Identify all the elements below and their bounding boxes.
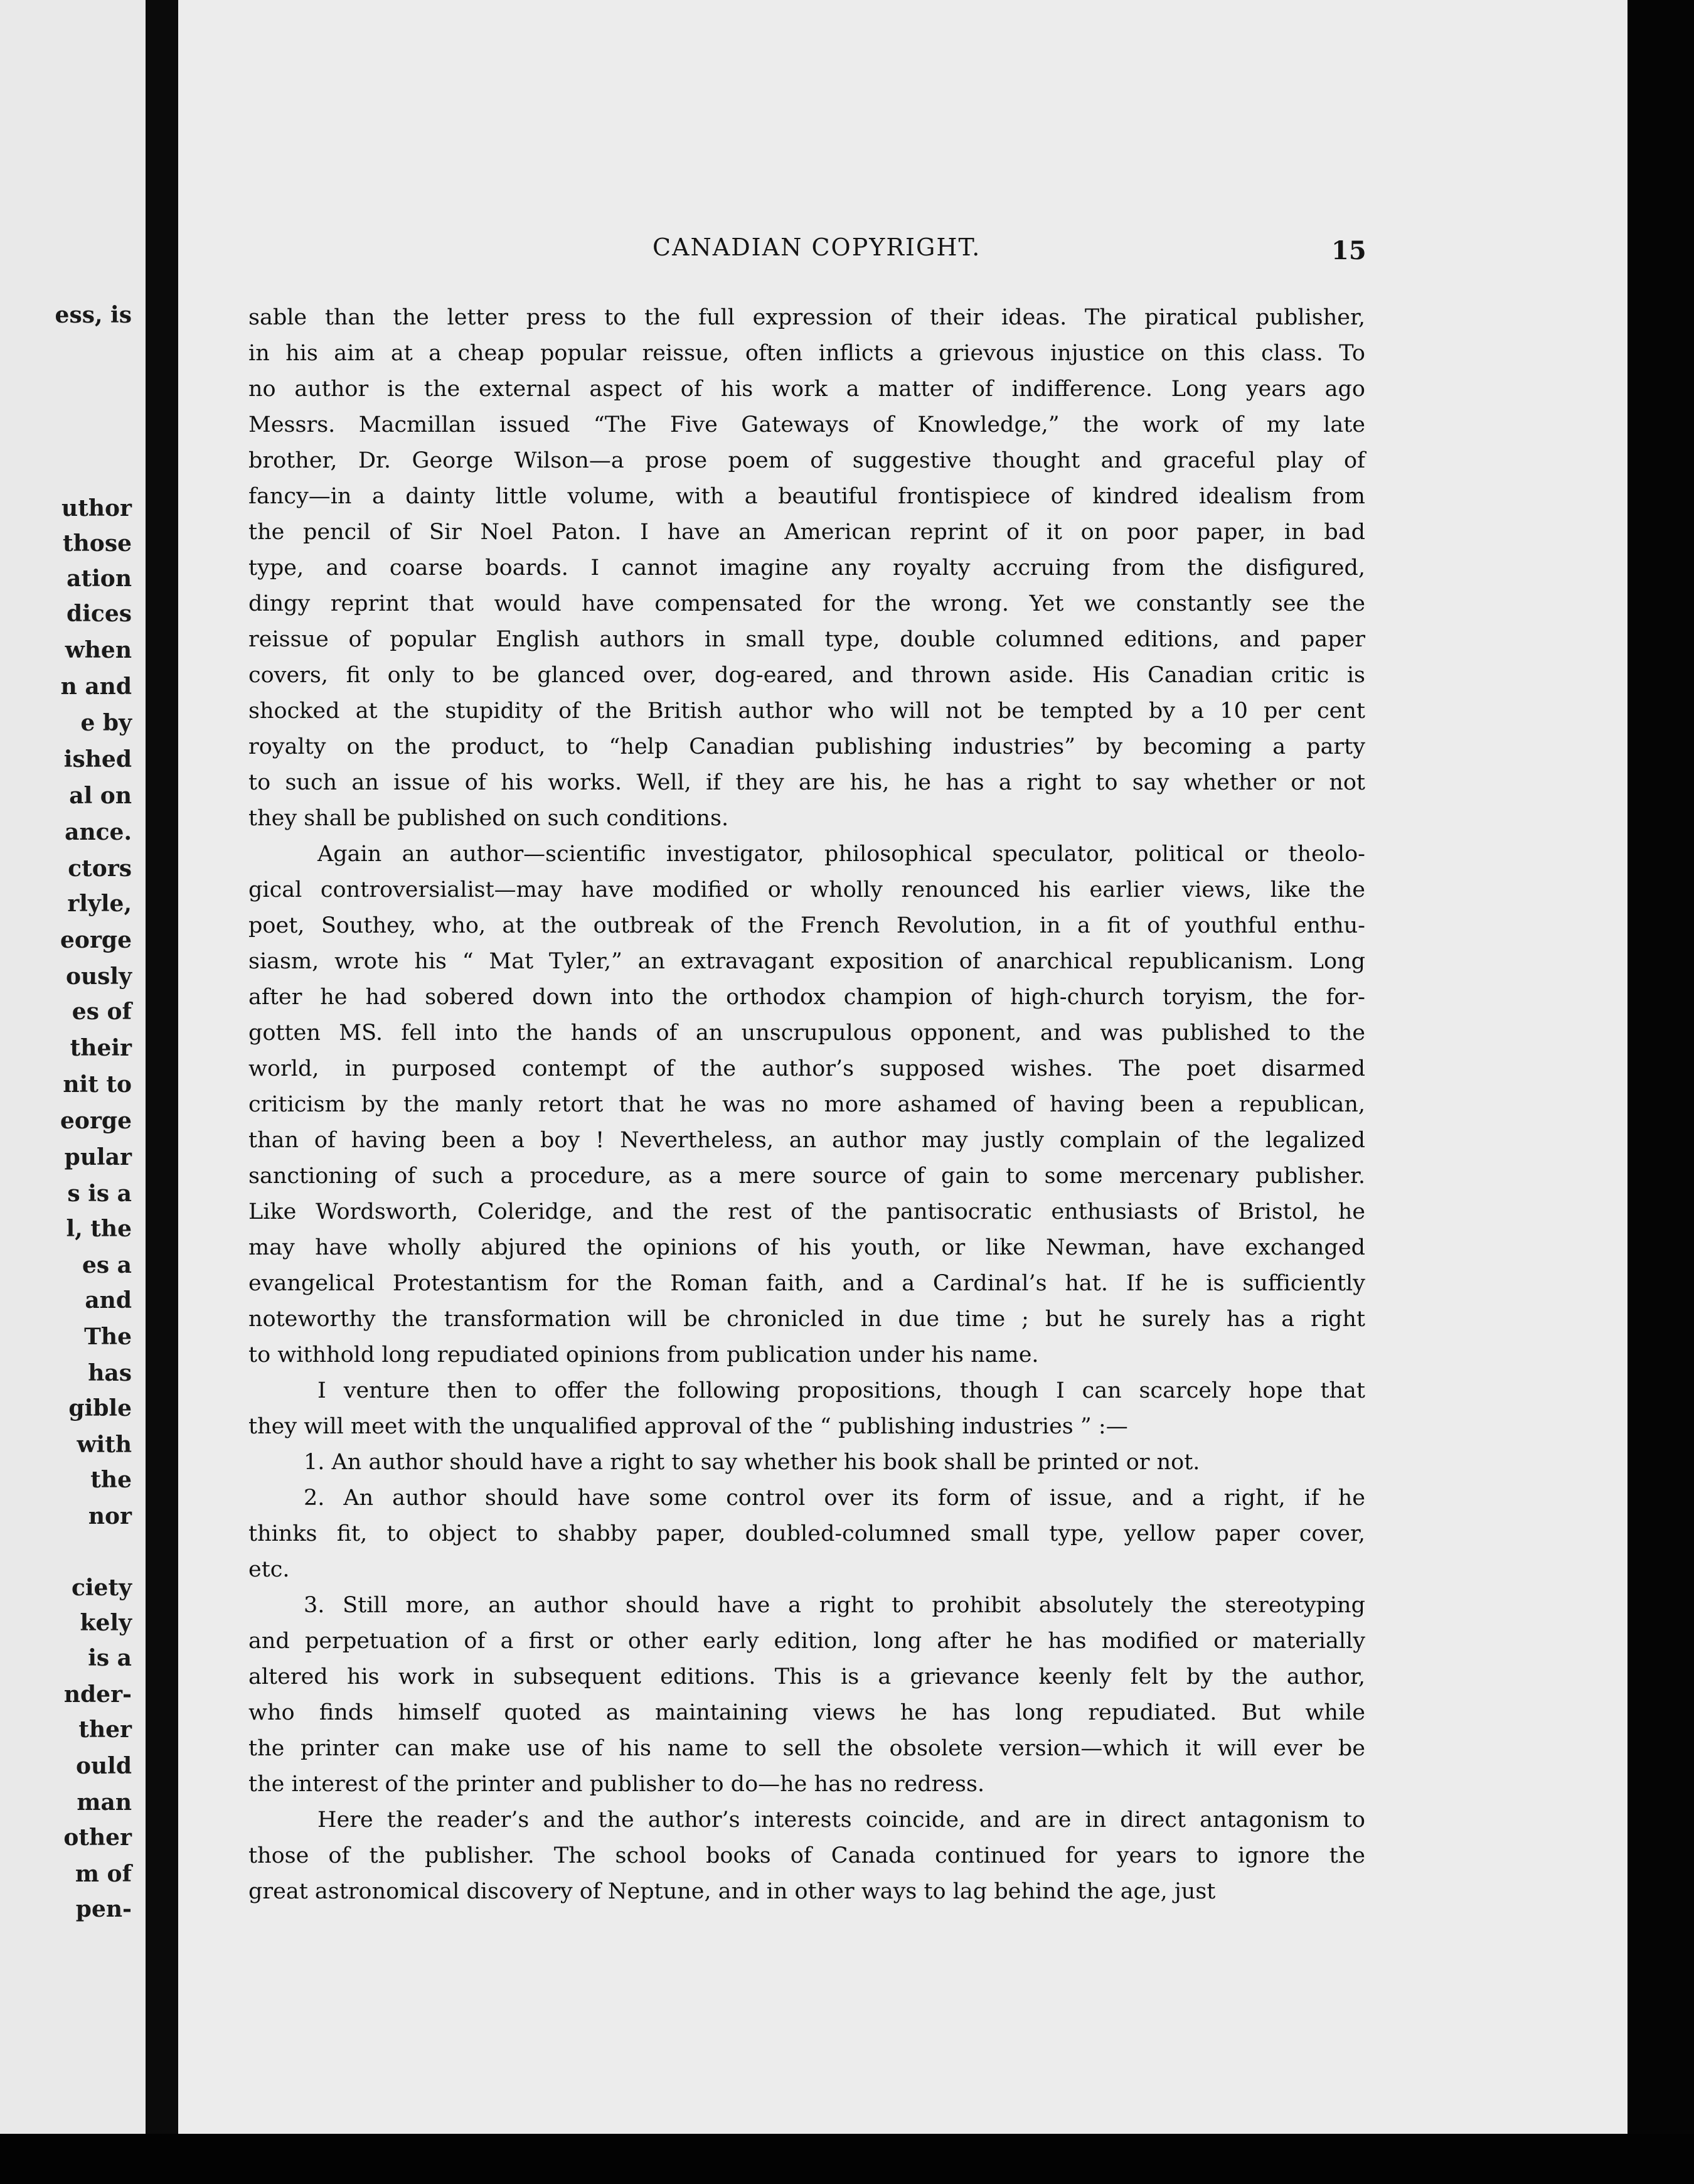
facing-page-fragment: ould <box>75 1753 132 1779</box>
facing-page-fragment: nor <box>88 1503 132 1529</box>
facing-page-fragment: and <box>85 1287 132 1314</box>
facing-page-fragment: es of <box>72 998 132 1025</box>
text-line: sanctioning of such a procedure, as a mere source of gain to some mercenary publisher. <box>248 1164 1365 1189</box>
paragraph <box>248 300 1365 837</box>
text-line: great astronomical discovery of Neptune, and in other ways to lag behind the age, just <box>248 1879 1216 1904</box>
text-line: fancy—in a dainty little volume, with a beautiful frontispiece of kindred idealism from <box>248 484 1365 509</box>
facing-page-fragment: ctors <box>68 855 132 882</box>
facing-page-fragment: rlyle, <box>67 891 132 917</box>
facing-page-fragment: other <box>63 1824 132 1851</box>
text-line: the printer can make use of his name to sell the obsolete version—which it will ever be <box>248 1736 1365 1761</box>
facing-page-fragment: ance. <box>65 819 132 845</box>
body-text <box>248 300 1365 1910</box>
text-line: gotten MS. fell into the hands of an unscrupulous opponent, and was published to the <box>248 1020 1365 1046</box>
facing-page <box>0 0 146 2184</box>
text-line: those of the publisher. The school books of Canada continued for years to ignore the <box>248 1843 1365 1868</box>
paragraph <box>248 1802 1365 1910</box>
text-line: siasm, wrote his “ Mat Tyler,” an extravagant exposition of anarchical republicanism. Long <box>248 949 1365 974</box>
text-line: the interest of the printer and publisher to do—he has no redress. <box>248 1772 985 1797</box>
text-line: 2. An author should have some control over its form of issue, and a right, if he <box>304 1485 1365 1511</box>
facing-page-fragment: those <box>63 530 132 557</box>
text-line: type, and coarse boards. I cannot imagine any royalty accruing from the disfigured, <box>248 555 1365 581</box>
facing-page-fragment: ation <box>67 565 132 592</box>
text-line: no author is the external aspect of his work a matter of indifference. Long years ago <box>248 377 1365 402</box>
text-line: evangelical Protestantism for the Roman faith, and a Cardinal’s hat. If he is sufficiently <box>248 1271 1365 1296</box>
text-line: noteworthy the transformation will be chronicled in due time ; but he surely has a right <box>248 1307 1365 1332</box>
text-line: and perpetuation of a first or other early edition, long after he has modified or materially <box>248 1629 1365 1654</box>
text-line: criticism by the manly retort that he was no more ashamed of having been a republican, <box>248 1092 1365 1117</box>
facing-page-fragment: with <box>77 1432 132 1458</box>
text-line: who finds himself quoted as maintaining views he has long repudiated. But while <box>248 1700 1365 1725</box>
facing-page-fragment: es a <box>82 1252 132 1278</box>
facing-page-fragment: eorge <box>60 1108 132 1134</box>
facing-page-fragment: ously <box>65 963 132 990</box>
text-line: world, in purposed contempt of the author’s supposed wishes. The poet disarmed <box>248 1056 1365 1081</box>
facing-page-fragment: uthor <box>61 495 132 522</box>
facing-page-fragment: has <box>88 1360 132 1386</box>
text-line: brother, Dr. George Wilson—a prose poem of suggestive thought and graceful play of <box>248 448 1365 473</box>
scan-border-right <box>1627 0 1694 2184</box>
text-line: 1. An author should have a right to say whether his book shall be printed or not. <box>304 1450 1200 1475</box>
text-line: may have wholly abjured the opinions of his youth, or like Newman, have exchanged <box>248 1235 1365 1260</box>
book-gutter <box>146 0 178 2184</box>
scan-border-bottom <box>0 2134 1694 2184</box>
facing-page-fragment: al on <box>69 783 132 809</box>
facing-page-fragment: their <box>70 1035 132 1061</box>
facing-page-fragment: pular <box>64 1144 132 1170</box>
text-line: reissue of popular English authors in small type, double columned editions, and paper <box>248 627 1365 652</box>
facing-page-fragment: when <box>65 637 132 663</box>
facing-page-fragment: l, the <box>66 1216 132 1242</box>
facing-page-fragment: man <box>77 1789 132 1816</box>
running-head: CANADIAN COPYRIGHT. <box>653 233 981 261</box>
text-line: covers, fit only to be glanced over, dog-eared, and thrown aside. His Canadian critic is <box>248 663 1365 688</box>
text-line: poet, Southey, who, at the outbreak of the French Revolution, in a fit of youthful enthu- <box>248 913 1365 938</box>
text-line: 3. Still more, an author should have a right to prohibit absolutely the stereotyping <box>304 1593 1365 1618</box>
facing-page-fragment: nder- <box>63 1681 132 1708</box>
text-line: shocked at the stupidity of the British author who will not be tempted by a 10 per cent <box>248 699 1365 724</box>
text-line: royalty on the product, to “help Canadian publishing industries” by becoming a party <box>248 734 1365 759</box>
paragraph <box>248 1373 1365 1445</box>
text-line: thinks fit, to object to shabby paper, doubled-columned small type, yellow paper cover, <box>248 1521 1365 1546</box>
text-line: than of having been a boy ! Nevertheless, an author may justly complain of the legalized <box>248 1128 1365 1153</box>
text-line: sable than the letter press to the full expression of their ideas. The piratical publisher, <box>248 305 1365 330</box>
text-line: altered his work in subsequent editions. This is a grievance keenly felt by the author, <box>248 1664 1365 1689</box>
text-line: I venture then to offer the following propositions, though I can scarcely hope that <box>317 1378 1365 1403</box>
facing-page-fragment: pen- <box>75 1896 132 1922</box>
text-line: in his aim at a cheap popular reissue, often inflicts a grievous injustice on this class. To <box>248 341 1365 366</box>
facing-page-fragment: is a <box>88 1645 132 1671</box>
facing-page-fragment: The <box>84 1324 132 1350</box>
facing-page-fragment: m of <box>75 1861 132 1887</box>
text-line: Here the reader’s and the author’s interests coincide, and are in direct antagonism to <box>317 1807 1365 1833</box>
facing-page-fragment: dices <box>67 601 132 627</box>
facing-page-fragment: eorge <box>60 927 132 953</box>
facing-page-fragment: ciety <box>71 1575 132 1601</box>
text-line: they shall be published on such conditions. <box>248 806 729 831</box>
paragraph <box>248 1480 1365 1588</box>
page-number: 15 <box>1331 236 1366 265</box>
facing-page-fragment: ished <box>63 746 132 773</box>
text-line: Messrs. Macmillan issued “The Five Gateways of Knowledge,” the work of my late <box>248 412 1365 437</box>
text-line: gical controversialist—may have modified or wholly renounced his earlier views, like the <box>248 877 1365 902</box>
facing-page-fragment: the <box>90 1467 132 1493</box>
paragraph <box>248 837 1365 1373</box>
text-line: after he had sobered down into the orthodox champion of high-church toryism, the for- <box>248 985 1365 1010</box>
facing-page-fragment: n and <box>60 673 132 700</box>
text-line: to such an issue of his works. Well, if they are his, he has a right to say whether or not <box>248 770 1365 795</box>
text-line: Again an author—scientific investigator, philosophical speculator, political or theolo- <box>317 842 1365 867</box>
paragraph <box>248 1445 1365 1480</box>
text-line: Like Wordsworth, Coleridge, and the rest of the pantisocratic enthusiasts of Bristol, he <box>248 1199 1365 1224</box>
facing-page-fragment: kely <box>80 1610 132 1636</box>
facing-page-fragment: ess, is <box>55 302 132 328</box>
text-line: etc. <box>248 1557 290 1582</box>
facing-page-fragment: nit to <box>63 1071 132 1098</box>
facing-page-fragment: e by <box>80 710 132 736</box>
text-line: dingy reprint that would have compensated for the wrong. Yet we constantly see the <box>248 591 1365 616</box>
facing-page-fragment: gible <box>68 1395 132 1421</box>
paragraph <box>248 1588 1365 1802</box>
text-line: to withhold long repudiated opinions from publication under his name. <box>248 1342 1039 1368</box>
text-line: the pencil of Sir Noel Paton. I have an American reprint of it on poor paper, in bad <box>248 520 1365 545</box>
facing-page-fragment: s is a <box>67 1180 132 1207</box>
facing-page-fragment: ther <box>78 1716 132 1743</box>
text-line: they will meet with the unqualified approval of the “ publishing industries ” :— <box>248 1414 1128 1439</box>
